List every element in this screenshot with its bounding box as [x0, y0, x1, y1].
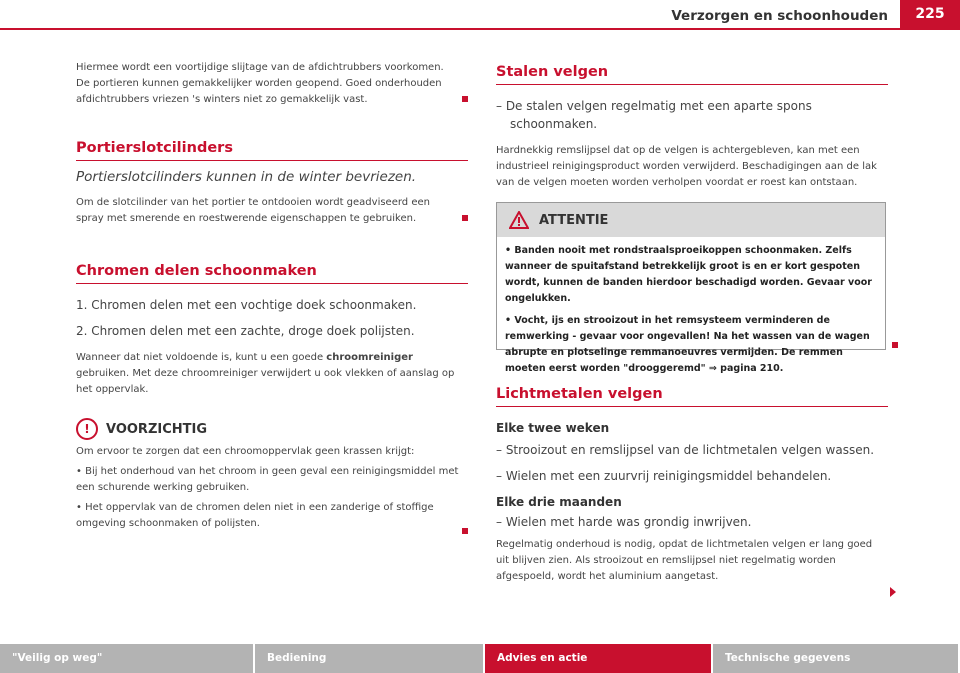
attention-title: ATTENTIE: [539, 212, 609, 228]
steel-text: Hardnekkig remslijpsel dat op de velgen is achtergebleven, kan met een industrieel reinigingsproduct worden verwijderd. Beschadigingen aan de lak van de velgen moeten worden verholpen voordat er roest kan ontstaan.: [496, 145, 877, 188]
right-column: [496, 60, 888, 191]
header-rule: [0, 28, 960, 30]
section-end-icon: [462, 215, 468, 221]
alloy-text: Regelmatig onderhoud is nodig, opdat de lichtmetalen velgen er lang goed uit blijven zien. Als strooizout en remslijpsel niet regelmatig worden afgespoeld, wordt het aluminium aangetast.: [496, 539, 873, 582]
intro-block: [76, 60, 468, 108]
notice-heading: [76, 418, 468, 440]
chrome-text-part2: gebruiken. Met deze chroomreiniger verwijdert u ook vlekken of aanslag op het oppervlak.: [76, 368, 455, 395]
notice-block: [76, 444, 468, 532]
section-subtitle: Portierslotcilinders kunnen in de winter bevriezen.: [76, 169, 417, 185]
heading-three-months: Elke drie maanden: [496, 495, 622, 509]
section-end-icon: [462, 528, 468, 534]
page-header: [0, 0, 960, 30]
chrome-text: [76, 350, 468, 398]
footer-nav: [0, 644, 960, 673]
notice-bullet-1: • Bij het onderhoud van het chroom in geen geval een reinigingsmiddel met een schurende werking gebruiken.: [76, 466, 459, 493]
tab-veilig-op-weg[interactable]: "Veilig op weg": [0, 644, 255, 673]
warning-triangle-icon: [509, 211, 529, 229]
three-month-steps: [496, 515, 888, 529]
alloy-step-3: – Wielen met harde was grondig inwrijven.: [496, 515, 752, 529]
continue-arrow-icon: [890, 587, 896, 597]
notice-intro: Om ervoor te zorgen dat een chroomoppervlak geen krassen krijgt:: [76, 446, 415, 457]
section-title-chromen: Chromen delen schoonmaken: [76, 263, 468, 284]
notice-title: VOORZICHTIG: [106, 421, 208, 437]
section-title-stalen-velgen: Stalen velgen: [496, 64, 888, 85]
chapter-title: Verzorgen en schoonhouden: [671, 8, 888, 24]
heading-two-weeks: Elke twee weken: [496, 421, 610, 435]
tab-bediening[interactable]: Bediening: [255, 644, 485, 673]
lock-text-block: [76, 195, 468, 227]
alloy-step-2: – Wielen met een zuurvrij reinigingsmiddel behandelen.: [496, 469, 832, 483]
attention-bullet-2: • Vocht, ijs en strooizout in het remsysteem verminderen de remwerking - gevaar voor ongevallen! Na het wassen van de wagen abrupte en plotselinge remmanoeuvres vermijden. De remmen moeten eerst worden "drooggeremd" ⇒ pagina 210.: [505, 315, 870, 374]
two-week-steps: [496, 443, 888, 483]
section-end-icon: [892, 342, 898, 348]
chrome-text-bold: chroomreiniger: [326, 352, 413, 363]
chrome-steps: [76, 298, 468, 338]
tab-technische-gegevens[interactable]: Technische gegevens: [713, 644, 958, 673]
left-column: [76, 60, 468, 532]
alloy-step-1: – Strooizout en remslijpsel van de lichtmetalen velgen wassen.: [496, 443, 875, 457]
section-title-lichtmetalen: Lichtmetalen velgen: [496, 386, 888, 407]
alloy-section: [496, 386, 888, 585]
steel-step: – De stalen velgen regelmatig met een aparte spons schoonmaken.: [496, 99, 812, 131]
section-title-portierslotcilinders: Portierslotcilinders: [76, 140, 468, 161]
attention-box: [496, 202, 886, 374]
step-2: 2. Chromen delen met een zachte, droge doek polijsten.: [76, 324, 415, 338]
page-number: 225: [900, 0, 960, 28]
attention-bullet-1: • Banden nooit met rondstraalsproeikoppen schoonmaken. Zelfs wanneer de spuitafstand betrekkelijk groot is en er kort gespoten wordt, kunnen de banden hierdoor beschadigd worden. Gevaar voor ongelukken.: [505, 245, 872, 304]
section-end-icon: [462, 96, 468, 102]
attention-body: [497, 237, 885, 389]
tab-advies-en-actie[interactable]: Advies en actie: [485, 644, 713, 673]
caution-icon: !: [76, 418, 98, 440]
intro-text: Hiermee wordt een voortijdige slijtage van de afdichtrubbers voorkomen. De portieren kunnen gemakkelijker worden geopend. Goed onderhouden afdichtrubbers vriezen 's winters niet zo gemakkelijk vast.: [76, 62, 444, 105]
chrome-text-part1: Wanneer dat niet voldoende is, kunt u een goede: [76, 352, 327, 363]
attention-header: [497, 203, 885, 237]
notice-bullet-2: • Het oppervlak van de chromen delen niet in een zanderige of stoffige omgeving schoonmaken of polijsten.: [76, 502, 434, 529]
lock-text: Om de slotcilinder van het portier te ontdooien wordt geadviseerd een spray met smerende en roestwerende eigenschappen te gebruiken.: [76, 197, 430, 224]
step-1: 1. Chromen delen met een vochtige doek schoonmaken.: [76, 298, 417, 312]
